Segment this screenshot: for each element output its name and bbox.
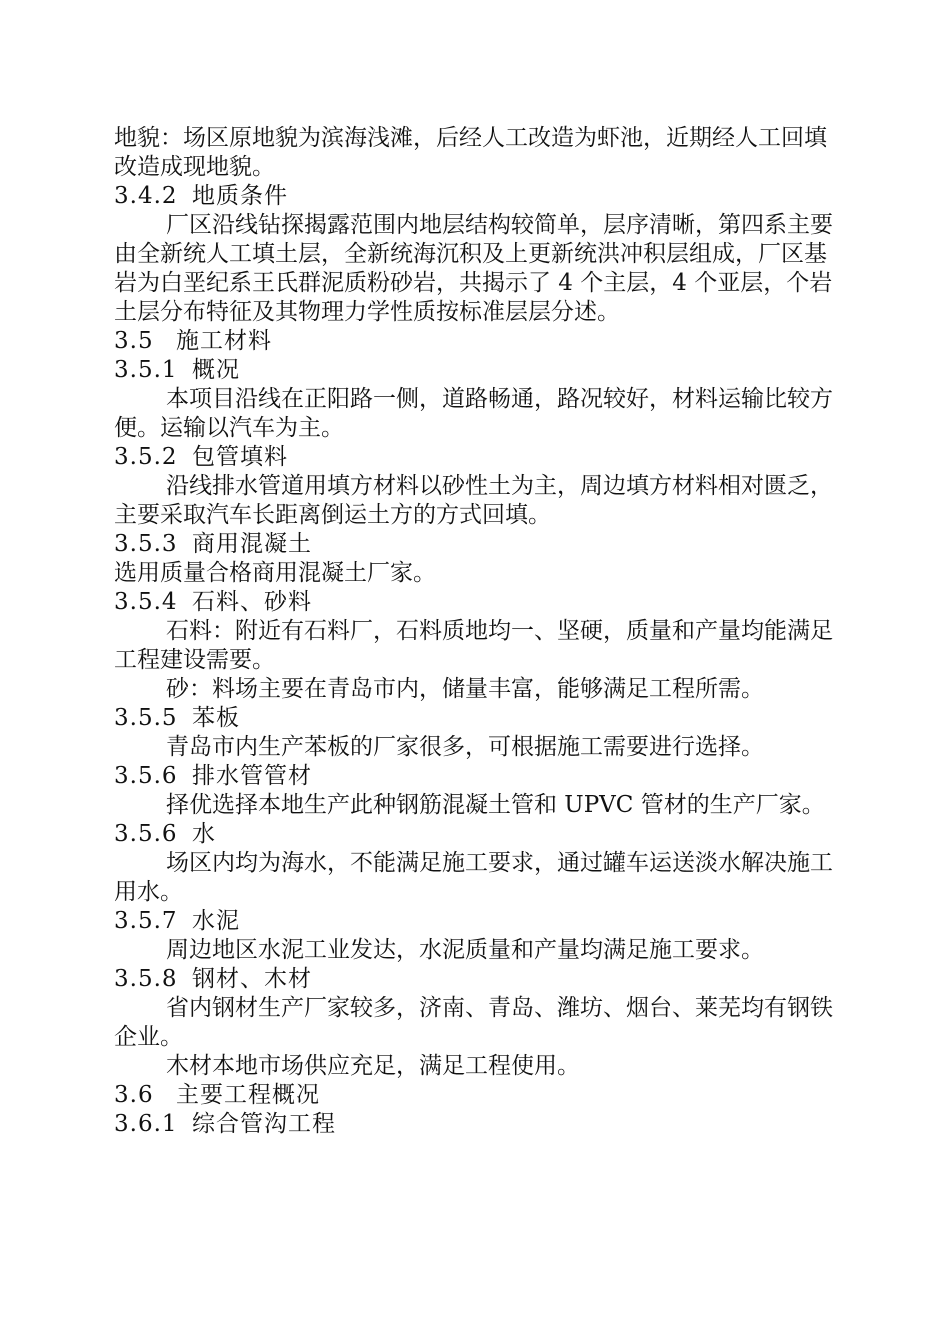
section-title: 苯板 (192, 705, 240, 731)
paragraph-cement: 周边地区水泥工业发达，水泥质量和产量均满足施工要求。 (166, 937, 764, 963)
heading-3-5-3 (114, 530, 838, 559)
section-number: 3.5.4 (114, 589, 178, 615)
section-number: 3.5.1 (114, 357, 178, 383)
paragraph-pipe: 择优选择本地生产此种钢筋混凝土管和 UPVC 管材的生产厂家。 (166, 792, 825, 818)
section-title: 商用混凝土 (192, 531, 312, 557)
section-title: 施工材料 (176, 328, 272, 354)
section-number: 3.5 (114, 328, 154, 354)
section-number: 3.5.3 (114, 531, 178, 557)
section-number: 3.5.8 (114, 966, 178, 992)
paragraph-steel: 省内钢材生产厂家较多，济南、青岛、潍坊、烟台、莱芜均有钢铁企业。 (114, 995, 833, 1050)
heading-3-5-7 (114, 907, 838, 936)
section-number: 3.5.2 (114, 444, 178, 470)
heading-3-5-1 (114, 356, 838, 385)
heading-3-4-2 (114, 182, 838, 211)
section-title: 综合管沟工程 (192, 1111, 336, 1137)
heading-3-5-5 (114, 704, 838, 733)
section-title: 包管填料 (192, 444, 288, 470)
section-number: 3.5.6 (114, 763, 178, 789)
section-title: 地质条件 (192, 183, 288, 209)
section-title: 石料、砂料 (192, 589, 312, 615)
paragraph-geology: 厂区沿线钻探揭露范围内地层结构较简单，层序清晰，第四系主要由全新统人工填土层，全新统海沉积及上更新统洪冲积层组成，厂区基岩为白垩纪系王氏群泥质粉砂岩，共揭示了 4 个主层，4 个亚层，个岩土层分布特征及其物理力学性质按标准层层分述。 (114, 212, 833, 325)
paragraph-stone: 石料：附近有石料厂，石料质地均一、坚硬，质量和产量均能满足工程建设需要。 (114, 618, 833, 673)
paragraph-water: 场区内均为海水，不能满足施工要求，通过罐车运送淡水解决施工用水。 (114, 850, 833, 905)
heading-3-6 (114, 1081, 838, 1110)
section-title: 概况 (192, 357, 240, 383)
paragraph-landform: 地貌：场区原地貌为滨海浅滩，后经人工改造为虾池，近期经人工回填改造成现地貌。 (114, 125, 827, 180)
paragraph-overview: 本项目沿线在正阳路一侧，道路畅通，路况较好，材料运输比较方便。运输以汽车为主。 (114, 386, 833, 441)
section-number: 3.4.2 (114, 183, 178, 209)
section-number: 3.6 (114, 1082, 154, 1108)
heading-3-6-1 (114, 1110, 838, 1139)
heading-3-5-2 (114, 443, 838, 472)
document-page (114, 124, 838, 1139)
section-number: 3.5.5 (114, 705, 178, 731)
paragraph-timber: 木材本地市场供应充足，满足工程使用。 (166, 1053, 580, 1079)
heading-3-5-8 (114, 965, 838, 994)
section-title: 排水管管材 (192, 763, 312, 789)
section-title: 钢材、木材 (192, 966, 312, 992)
heading-3-5-4 (114, 588, 838, 617)
section-title: 水 (192, 821, 216, 847)
paragraph-sand: 砂：料场主要在青岛市内，储量丰富，能够满足工程所需。 (166, 676, 764, 702)
section-title: 主要工程概况 (176, 1082, 320, 1108)
section-title: 水泥 (192, 908, 240, 934)
paragraph-polystyrene: 青岛市内生产苯板的厂家很多，可根据施工需要进行选择。 (166, 734, 764, 760)
section-number: 3.6.1 (114, 1111, 178, 1137)
paragraph-fill-material: 沿线排水管道用填方材料以砂性土为主，周边填方材料相对匮乏，主要采取汽车长距离倒运土方的方式回填。 (114, 473, 833, 528)
paragraph-concrete: 选用质量合格商用混凝土厂家。 (114, 560, 436, 586)
section-number: 3.5.6 (114, 821, 178, 847)
heading-3-5-6-pipe (114, 762, 838, 791)
section-number: 3.5.7 (114, 908, 178, 934)
heading-3-5 (114, 327, 838, 356)
heading-3-5-6-water (114, 820, 838, 849)
